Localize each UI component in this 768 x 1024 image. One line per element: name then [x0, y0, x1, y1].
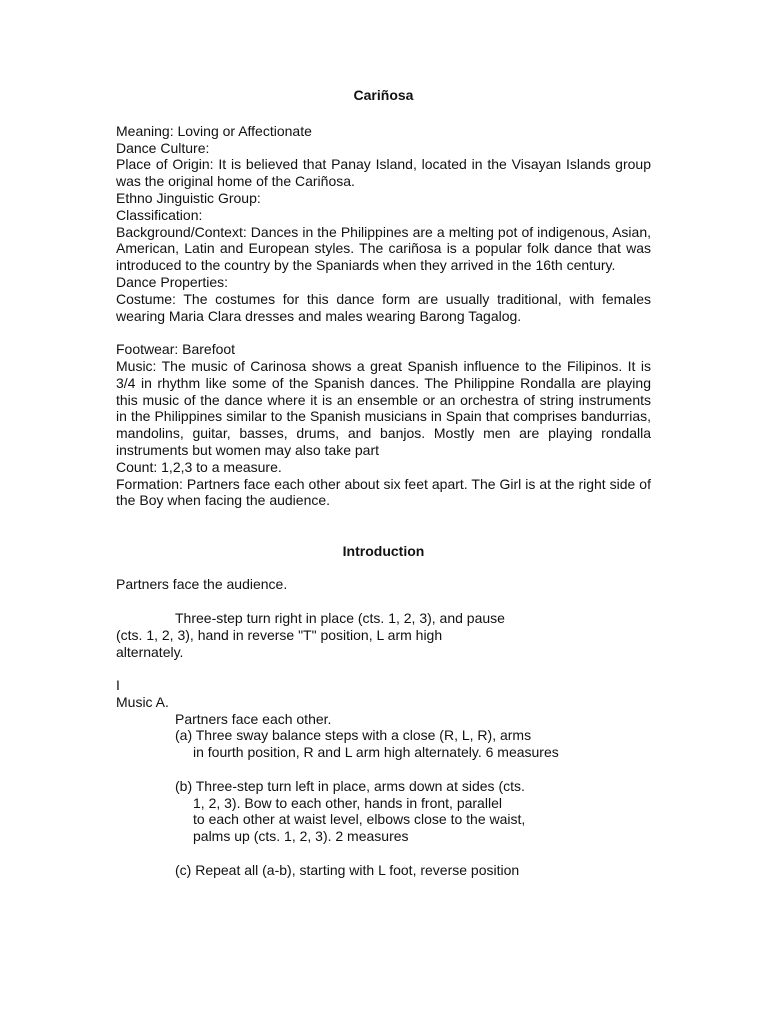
- document-body: [116, 87, 651, 879]
- spacer: [116, 660, 651, 677]
- classification-line: Classification:: [116, 206, 203, 223]
- part-music-line: Music A.: [116, 693, 169, 710]
- formation-paragraph: Formation: Partners face each other about six feet apart. The Girl is at the right side of the Boy when facing the audience.: [116, 475, 651, 509]
- spacer: [116, 761, 651, 778]
- place-of-origin-paragraph: Place of Origin: It is believed that Panay Island, located in the Visayan Islands group was the original home of the Cariñosa.: [116, 156, 651, 190]
- costume-paragraph: Costume: The costumes for this dance form are usually traditional, with females wearing Maria Clara dresses and males wearing Barong Tagalog.: [116, 290, 651, 324]
- part-partners-line: Partners face each other.: [175, 710, 332, 727]
- step-a-line-2: in fourth position, R and L arm high alternately. 6 measures: [193, 744, 559, 761]
- spacer: [116, 526, 651, 543]
- spacer: [116, 845, 651, 862]
- spacer: [116, 560, 651, 577]
- document-title: Cariñosa: [353, 87, 414, 103]
- step-b-line-3: to each other at waist level, elbows close to the waist,: [193, 811, 526, 828]
- ethno-group-line: Ethno Jinguistic Group:: [116, 189, 261, 206]
- music-paragraph: Music: The music of Carinosa shows a great Spanish influence to the Filipinos. It is 3/4 in rhythm like some of the Spanish dances. The Philippine Rondalla are playing this music of the dance where it is an ensemble or an orchestra of string instruments in the Philippines similar to the Spanish musicians in Spain that comprises bandurrias, mandolins, guitar, basses, drums, and banjos. Mostly men are playing rondalla instruments but women may also take part: [116, 357, 651, 458]
- intro-step-line-1: Three-step turn right in place (cts. 1, 2, 3), and pause: [175, 609, 505, 626]
- spacer: [116, 324, 651, 341]
- background-paragraph: Background/Context: Dances in the Philippines are a melting pot of indigenous, Asian, American, Latin and European styles. The cariñosa is a popular folk dance that was introduced to the country by the Spaniards when they arrived in the 16th century.: [116, 223, 651, 274]
- introduction-heading: Introduction: [342, 542, 425, 559]
- step-b-line-2: 1, 2, 3). Bow to each other, hands in front, parallel: [193, 794, 502, 811]
- step-b-line-4: palms up (cts. 1, 2, 3). 2 measures: [193, 828, 409, 845]
- part-numeral: I: [116, 677, 120, 694]
- spacer: [116, 509, 651, 526]
- intro-step-line-3: alternately.: [116, 643, 184, 660]
- footwear-line: Footwear: Barefoot: [116, 341, 236, 358]
- intro-step-line-2: (cts. 1, 2, 3), hand in reverse "T" position, L arm high: [116, 626, 443, 643]
- meaning-line: Meaning: Loving or Affectionate: [116, 122, 312, 139]
- spacer: [116, 593, 651, 610]
- step-a-line-1: (a) Three sway balance steps with a close (R, L, R), arms: [175, 727, 532, 744]
- step-b-line-1: (b) Three-step turn left in place, arms down at sides (cts.: [175, 777, 525, 794]
- intro-partners-line: Partners face the audience.: [116, 576, 288, 593]
- step-c-line-1: (c) Repeat all (a-b), starting with L foot, reverse position: [175, 861, 520, 878]
- count-line: Count: 1,2,3 to a measure.: [116, 458, 282, 475]
- dance-culture-line: Dance Culture:: [116, 139, 210, 156]
- dance-properties-line: Dance Properties:: [116, 273, 229, 290]
